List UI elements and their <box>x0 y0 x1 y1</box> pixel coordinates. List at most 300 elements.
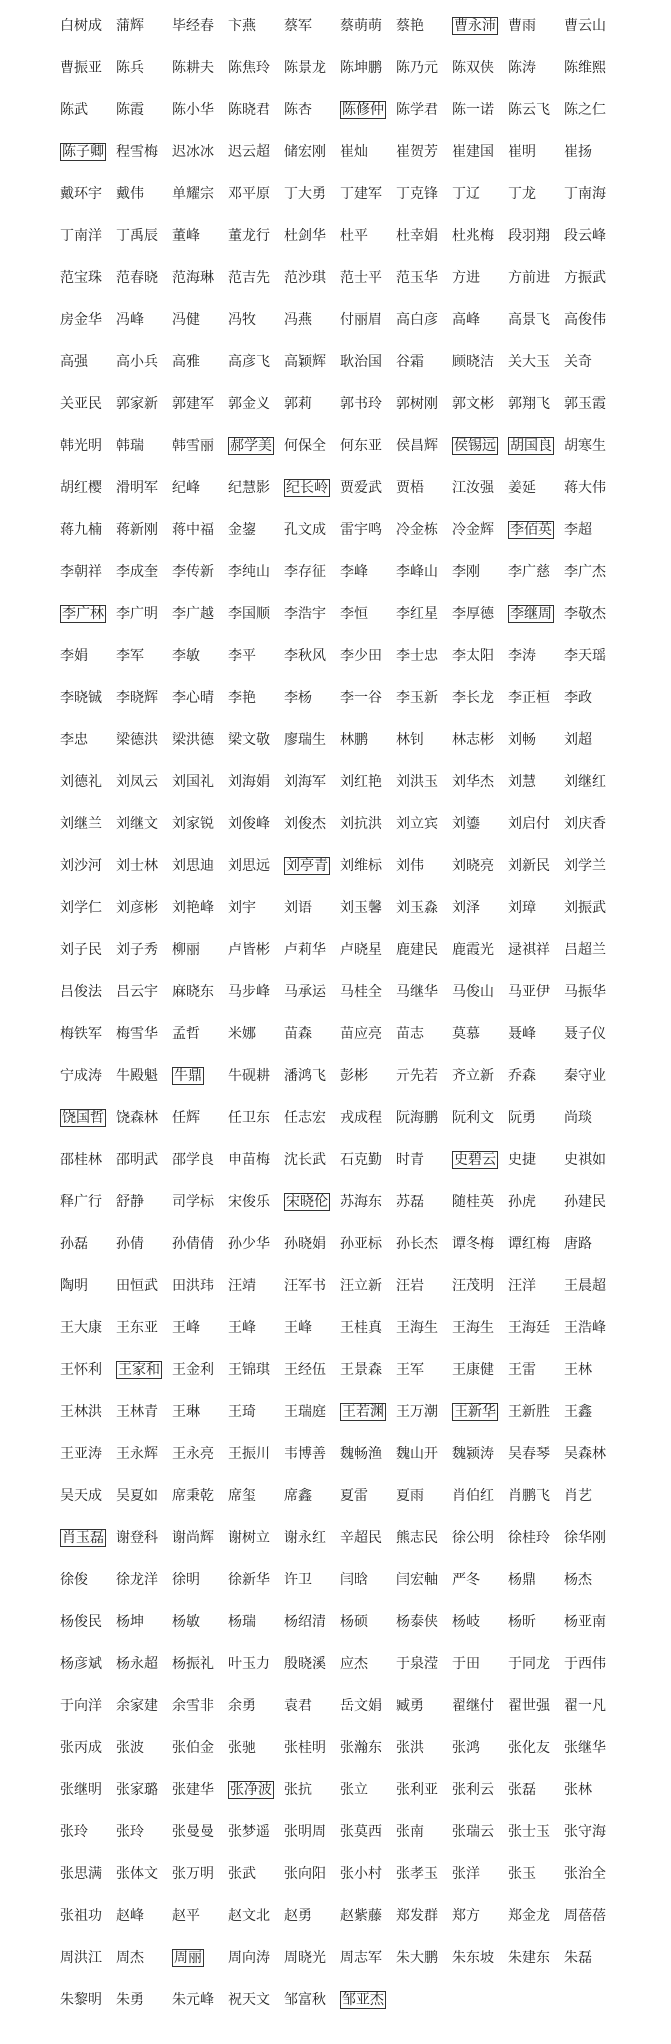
name-text: 张利云 <box>452 1782 494 1798</box>
name-entry <box>284 1863 340 1883</box>
name-entry <box>116 1611 172 1631</box>
name-row <box>60 1768 620 1810</box>
name-text: 周丽 <box>174 1950 202 1966</box>
name-text: 聂子仪 <box>564 1026 606 1042</box>
name-text: 关大玉 <box>508 354 550 370</box>
name-entry <box>284 981 340 1001</box>
name-text: 肖艺 <box>564 1488 592 1504</box>
name-entry-boxed <box>508 603 564 623</box>
name-entry <box>564 1149 620 1169</box>
name-entry <box>340 183 396 203</box>
name-entry <box>228 477 284 497</box>
name-text: 张抗 <box>284 1782 312 1798</box>
name-entry <box>508 1947 564 1967</box>
name-text: 杜剑华 <box>284 228 326 244</box>
name-row <box>60 1348 620 1390</box>
name-entry <box>172 267 228 287</box>
name-text: 张梦遥 <box>228 1824 270 1840</box>
name-entry <box>172 309 228 329</box>
name-entry <box>60 1401 116 1421</box>
name-text: 张莫西 <box>340 1824 382 1840</box>
name-text: 程雪梅 <box>116 144 158 160</box>
name-entry <box>508 15 564 35</box>
name-entry <box>452 645 508 665</box>
name-entry <box>396 1863 452 1883</box>
name-row <box>60 1474 620 1516</box>
name-text: 汪军书 <box>284 1278 326 1294</box>
name-text: 朱建东 <box>508 1950 550 1966</box>
name-text: 席秉乾 <box>172 1488 214 1504</box>
name-entry <box>116 435 172 455</box>
name-entry <box>172 15 228 35</box>
name-entry <box>508 99 564 119</box>
name-text: 齐立新 <box>452 1068 494 1084</box>
name-entry <box>60 1065 116 1085</box>
name-text: 马步峰 <box>228 984 270 1000</box>
name-entry <box>116 477 172 497</box>
name-entry <box>340 309 396 329</box>
name-entry <box>116 1653 172 1673</box>
name-text: 李涛 <box>508 648 536 664</box>
name-entry <box>508 351 564 371</box>
name-text: 纪峰 <box>172 480 200 496</box>
name-text: 李士忠 <box>396 648 438 664</box>
name-text: 王怀利 <box>60 1362 102 1378</box>
name-text: 臧勇 <box>396 1698 424 1714</box>
name-text: 邵学良 <box>172 1152 214 1168</box>
name-row <box>60 970 620 1012</box>
name-entry <box>116 561 172 581</box>
name-text: 张瑞云 <box>452 1824 494 1840</box>
name-text: 邓平原 <box>228 186 270 202</box>
name-text: 王新华 <box>454 1404 496 1420</box>
name-entry <box>564 645 620 665</box>
name-entry <box>172 1821 228 1841</box>
name-text: 舒静 <box>116 1194 144 1210</box>
name-text: 孙建民 <box>564 1194 606 1210</box>
name-entry <box>172 729 228 749</box>
name-text: 杨永超 <box>116 1656 158 1672</box>
name-text: 王海生 <box>396 1320 438 1336</box>
name-text: 陈修仲 <box>342 102 384 118</box>
name-text: 王永亮 <box>172 1446 214 1462</box>
name-text: 谢登科 <box>116 1530 158 1546</box>
name-text: 刘语 <box>284 900 312 916</box>
name-row <box>60 592 620 634</box>
name-entry <box>508 1359 564 1379</box>
name-row <box>60 1264 620 1306</box>
name-entry <box>116 267 172 287</box>
name-text: 张玉 <box>508 1866 536 1882</box>
name-entry <box>228 183 284 203</box>
name-row <box>60 340 620 382</box>
name-text: 朱磊 <box>564 1950 592 1966</box>
name-entry-boxed <box>172 1065 228 1085</box>
name-text: 郑发群 <box>396 1908 438 1924</box>
name-entry <box>60 1317 116 1337</box>
name-entry <box>116 1947 172 1967</box>
name-text: 王雷 <box>508 1362 536 1378</box>
name-entry <box>452 1947 508 1967</box>
name-text: 陈乃元 <box>396 60 438 76</box>
name-text: 苏磊 <box>396 1194 424 1210</box>
name-entry <box>116 57 172 77</box>
name-text: 郭莉 <box>284 396 312 412</box>
name-entry <box>564 561 620 581</box>
name-text: 鹿建民 <box>396 942 438 958</box>
name-row <box>60 1180 620 1222</box>
name-entry <box>228 603 284 623</box>
name-entry <box>508 813 564 833</box>
name-entry <box>116 771 172 791</box>
name-entry <box>564 393 620 413</box>
name-entry <box>172 1611 228 1631</box>
name-entry <box>60 225 116 245</box>
name-text: 李天瑶 <box>564 648 606 664</box>
name-entry-boxed <box>340 99 396 119</box>
name-text: 刘海娟 <box>228 774 270 790</box>
name-entry <box>452 897 508 917</box>
name-text: 李广越 <box>172 606 214 622</box>
name-entry <box>284 183 340 203</box>
name-text: 于泉滢 <box>396 1656 438 1672</box>
name-entry <box>396 435 452 455</box>
name-entry <box>228 1737 284 1757</box>
name-text: 李浩宇 <box>284 606 326 622</box>
name-text: 张净波 <box>230 1782 272 1798</box>
name-list <box>60 4 620 2020</box>
name-entry <box>340 1443 396 1463</box>
name-entry <box>116 603 172 623</box>
name-text: 李继周 <box>510 606 552 622</box>
name-text: 李太阳 <box>452 648 494 664</box>
name-entry <box>508 897 564 917</box>
name-text: 辛超民 <box>340 1530 382 1546</box>
name-text: 高强 <box>60 354 88 370</box>
name-entry <box>396 1065 452 1085</box>
name-entry <box>340 1317 396 1337</box>
name-entry <box>452 1863 508 1883</box>
name-text: 刘沙河 <box>60 858 102 874</box>
name-text: 汪靖 <box>228 1278 256 1294</box>
name-text: 刘彦彬 <box>116 900 158 916</box>
name-entry <box>564 1527 620 1547</box>
name-text: 蔡萌萌 <box>340 18 382 34</box>
name-entry <box>116 897 172 917</box>
name-text: 陈涛 <box>508 60 536 76</box>
name-entry <box>396 1275 452 1295</box>
name-entry-boxed <box>60 603 116 623</box>
name-text: 王桂真 <box>340 1320 382 1336</box>
name-row <box>60 1726 620 1768</box>
name-text: 郭玉霞 <box>564 396 606 412</box>
name-entry <box>340 1947 396 1967</box>
name-entry <box>564 1107 620 1127</box>
name-entry <box>60 813 116 833</box>
name-text: 史祺如 <box>564 1152 606 1168</box>
name-entry <box>564 183 620 203</box>
name-text: 耿治国 <box>340 354 382 370</box>
name-text: 刘启付 <box>508 816 550 832</box>
name-row <box>60 4 620 46</box>
name-text: 蒋九楠 <box>60 522 102 538</box>
name-text: 陈霞 <box>116 102 144 118</box>
name-text: 时青 <box>396 1152 424 1168</box>
name-text: 李艳 <box>228 690 256 706</box>
name-entry <box>228 729 284 749</box>
name-entry <box>228 1989 284 2009</box>
name-entry <box>396 183 452 203</box>
name-row <box>60 1432 620 1474</box>
name-row <box>60 1222 620 1264</box>
name-entry <box>116 1863 172 1883</box>
name-text: 翟一凡 <box>564 1698 606 1714</box>
name-entry <box>60 267 116 287</box>
name-entry <box>228 561 284 581</box>
name-entry <box>60 1695 116 1715</box>
name-text: 鹿霞光 <box>452 942 494 958</box>
name-entry <box>228 99 284 119</box>
name-entry <box>116 1443 172 1463</box>
name-entry <box>396 1821 452 1841</box>
name-entry <box>60 435 116 455</box>
name-text: 余勇 <box>228 1698 256 1714</box>
name-entry <box>228 1821 284 1841</box>
name-entry <box>564 225 620 245</box>
name-text: 关亚民 <box>60 396 102 412</box>
name-text: 魏颍涛 <box>452 1446 494 1462</box>
name-entry <box>340 981 396 1001</box>
name-entry <box>396 729 452 749</box>
name-entry <box>172 1905 228 1925</box>
name-entry <box>564 351 620 371</box>
name-text: 张明周 <box>284 1824 326 1840</box>
name-text: 刘玉淼 <box>396 900 438 916</box>
name-text: 翟继付 <box>452 1698 494 1714</box>
name-entry <box>508 225 564 245</box>
name-entry <box>284 1905 340 1925</box>
name-entry <box>228 57 284 77</box>
name-entry <box>564 855 620 875</box>
name-entry <box>564 1401 620 1421</box>
name-text: 储宏刚 <box>284 144 326 160</box>
name-row <box>60 256 620 298</box>
name-text: 郭树刚 <box>396 396 438 412</box>
name-text: 谢树立 <box>228 1530 270 1546</box>
name-row <box>60 172 620 214</box>
name-entry <box>564 1485 620 1505</box>
name-entry <box>284 1485 340 1505</box>
name-text: 杨亚南 <box>564 1614 606 1630</box>
name-text: 汪洋 <box>508 1278 536 1294</box>
name-entry <box>564 1653 620 1673</box>
name-text: 赵平 <box>172 1908 200 1924</box>
name-entry <box>396 1107 452 1127</box>
name-entry <box>340 1107 396 1127</box>
name-text: 陈兵 <box>116 60 144 76</box>
name-entry <box>284 1989 340 2009</box>
name-text: 李广林 <box>62 606 104 622</box>
name-text: 江汝强 <box>452 480 494 496</box>
name-entry <box>340 1653 396 1673</box>
name-text: 刘子民 <box>60 942 102 958</box>
name-text: 丁南洋 <box>60 228 102 244</box>
name-text: 苏海东 <box>340 1194 382 1210</box>
name-entry <box>564 1065 620 1085</box>
name-text: 吕俊法 <box>60 984 102 1000</box>
name-text: 梅雪华 <box>116 1026 158 1042</box>
name-entry <box>60 519 116 539</box>
name-text: 顾晓洁 <box>452 354 494 370</box>
name-entry <box>60 645 116 665</box>
name-row <box>60 1642 620 1684</box>
name-text: 刘思远 <box>228 858 270 874</box>
name-entry <box>172 351 228 371</box>
name-entry <box>60 1233 116 1253</box>
name-text: 肖伯红 <box>452 1488 494 1504</box>
name-text: 高峰 <box>452 312 480 328</box>
name-entry <box>508 1695 564 1715</box>
name-entry <box>284 1779 340 1799</box>
name-text: 曹云山 <box>564 18 606 34</box>
name-text: 刘学仁 <box>60 900 102 916</box>
name-text: 陈焦玲 <box>228 60 270 76</box>
name-text: 叶玉力 <box>228 1656 270 1672</box>
name-text: 刘维标 <box>340 858 382 874</box>
name-text: 王东亚 <box>116 1320 158 1336</box>
name-text: 刘伟 <box>396 858 424 874</box>
name-entry <box>172 1359 228 1379</box>
name-text: 刘思迪 <box>172 858 214 874</box>
name-entry <box>340 1485 396 1505</box>
name-entry <box>508 1653 564 1673</box>
name-text: 纪长岭 <box>286 480 328 496</box>
name-entry <box>116 519 172 539</box>
name-text: 陈耕夫 <box>172 60 214 76</box>
name-text: 刘玉馨 <box>340 900 382 916</box>
name-text: 梅铁军 <box>60 1026 102 1042</box>
name-text: 马俊山 <box>452 984 494 1000</box>
name-entry <box>60 939 116 959</box>
name-text: 金鋆 <box>228 522 256 538</box>
name-text: 徐龙洋 <box>116 1572 158 1588</box>
name-text: 郭建军 <box>172 396 214 412</box>
name-entry <box>172 1737 228 1757</box>
name-text: 张向阳 <box>284 1866 326 1882</box>
name-entry-boxed <box>340 1401 396 1421</box>
name-entry <box>60 981 116 1001</box>
name-entry <box>564 771 620 791</box>
name-row <box>60 1054 620 1096</box>
name-text: 刘俊峰 <box>228 816 270 832</box>
name-text: 李广杰 <box>564 564 606 580</box>
name-text: 胡国良 <box>510 438 552 454</box>
name-entry <box>172 1989 228 2009</box>
name-entry <box>172 1443 228 1463</box>
name-entry <box>284 939 340 959</box>
name-text: 孟哲 <box>172 1026 200 1042</box>
name-text: 李超 <box>564 522 592 538</box>
name-entry <box>172 1485 228 1505</box>
name-row <box>60 1012 620 1054</box>
name-text: 谷霜 <box>396 354 424 370</box>
name-entry <box>228 897 284 917</box>
name-entry-boxed <box>116 1359 172 1379</box>
name-entry <box>508 1065 564 1085</box>
name-text: 王林青 <box>116 1404 158 1420</box>
name-entry <box>508 1317 564 1337</box>
name-entry <box>60 15 116 35</box>
name-entry <box>116 645 172 665</box>
name-entry <box>452 351 508 371</box>
name-entry <box>564 1863 620 1883</box>
name-text: 侯昌辉 <box>396 438 438 454</box>
name-text: 刘家锐 <box>172 816 214 832</box>
name-text: 丁建军 <box>340 186 382 202</box>
name-entry <box>564 309 620 329</box>
name-text: 杨振礼 <box>172 1656 214 1672</box>
name-entry <box>396 267 452 287</box>
name-entry <box>284 57 340 77</box>
name-row <box>60 1852 620 1894</box>
name-entry <box>564 813 620 833</box>
name-entry <box>172 1653 228 1673</box>
name-row <box>60 130 620 172</box>
name-text: 刘俊杰 <box>284 816 326 832</box>
name-text: 卢皆彬 <box>228 942 270 958</box>
name-text: 何东亚 <box>340 438 382 454</box>
name-row <box>60 1810 620 1852</box>
name-entry <box>396 603 452 623</box>
name-text: 潘鸿飞 <box>284 1068 326 1084</box>
name-entry <box>452 1611 508 1631</box>
name-entry <box>284 435 340 455</box>
name-text: 肖鹏飞 <box>508 1488 550 1504</box>
name-text: 严冬 <box>452 1572 480 1588</box>
name-text: 李刚 <box>452 564 480 580</box>
name-text: 李娟 <box>60 648 88 664</box>
name-entry <box>284 1065 340 1085</box>
name-entry <box>116 1485 172 1505</box>
name-text: 马桂全 <box>340 984 382 1000</box>
name-text: 吕超兰 <box>564 942 606 958</box>
name-text: 韦博善 <box>284 1446 326 1462</box>
name-text: 郑金龙 <box>508 1908 550 1924</box>
name-entry <box>340 1233 396 1253</box>
name-text: 应杰 <box>340 1656 368 1672</box>
name-entry <box>60 1989 116 2009</box>
name-entry <box>396 519 452 539</box>
name-text: 张瀚东 <box>340 1740 382 1756</box>
name-text: 刘国礼 <box>172 774 214 790</box>
name-entry <box>284 351 340 371</box>
name-text: 胡寒生 <box>564 438 606 454</box>
name-text: 杨绍清 <box>284 1614 326 1630</box>
name-text: 梁文敬 <box>228 732 270 748</box>
name-entry <box>284 603 340 623</box>
name-text: 王振川 <box>228 1446 270 1462</box>
name-text: 于向洋 <box>60 1698 102 1714</box>
name-entry <box>284 1695 340 1715</box>
name-text: 吴天成 <box>60 1488 102 1504</box>
name-entry <box>284 393 340 413</box>
name-entry-boxed <box>508 435 564 455</box>
name-entry <box>60 1149 116 1169</box>
name-entry <box>60 897 116 917</box>
name-entry <box>452 1485 508 1505</box>
name-entry <box>340 855 396 875</box>
name-entry <box>228 1233 284 1253</box>
